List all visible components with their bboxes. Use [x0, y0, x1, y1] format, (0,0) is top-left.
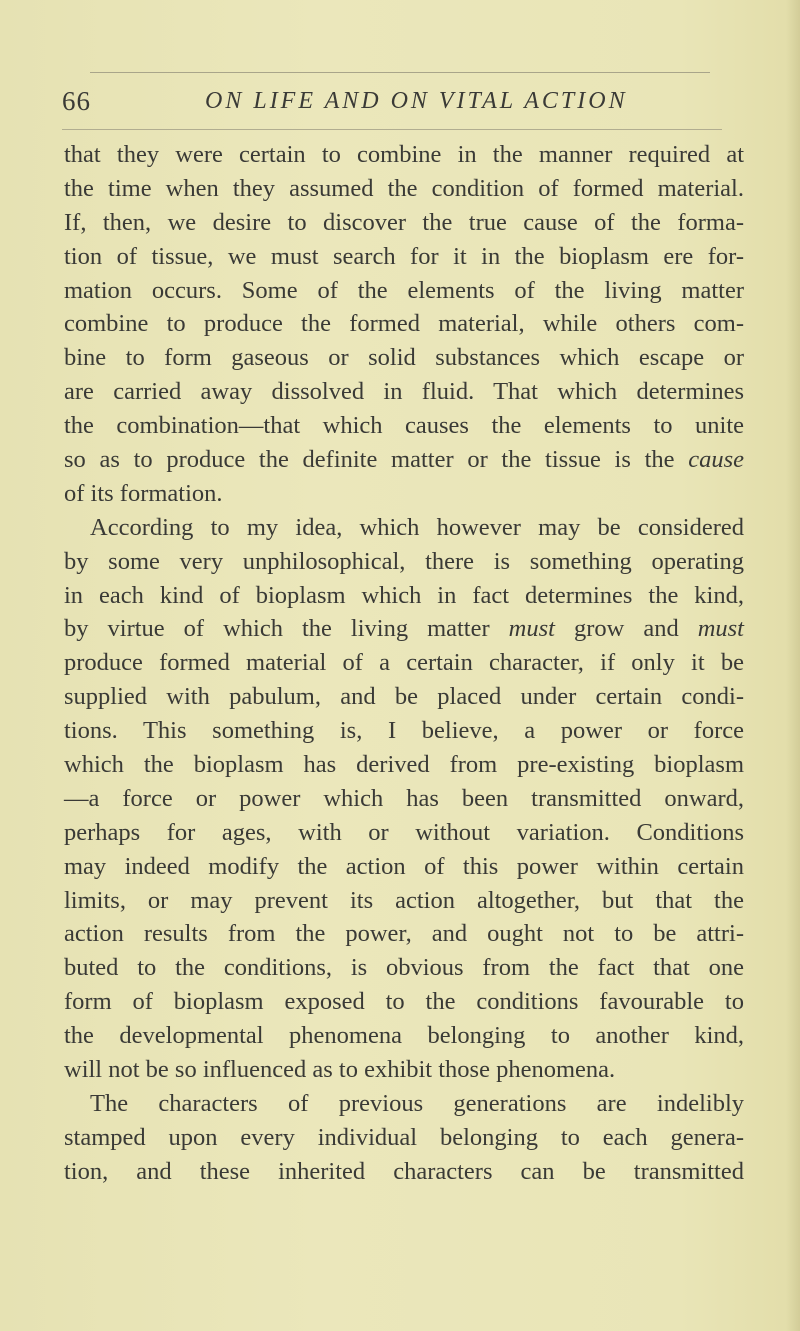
- text-run: that they were certain to combine in the manner required at: [64, 141, 744, 168]
- top-rule: [90, 72, 710, 73]
- text-run: bine to form gaseous or solid substances which escape or: [64, 344, 744, 372]
- text-line: [64, 1087, 744, 1121]
- italic-word: cause: [688, 446, 744, 474]
- text-run: of its formation.: [64, 479, 223, 507]
- text-line: [64, 138, 744, 172]
- text-run: tions. This something is, I believe, a power or force: [64, 717, 744, 745]
- running-head: ON LIFE AND ON VITAL ACTION: [205, 88, 628, 114]
- text-run: produce formed material of a certain character, if only it be: [64, 649, 744, 677]
- text-line: [64, 985, 744, 1019]
- text-line: [64, 816, 744, 850]
- text-line: [64, 443, 744, 477]
- body-text: [64, 138, 744, 1189]
- text-run: buted to the conditions, is obvious from the fact that one: [64, 954, 744, 982]
- text-line: [64, 274, 744, 308]
- text-line: [64, 951, 744, 985]
- text-run: by some very unphilosophical, there is something operating: [64, 547, 744, 575]
- header-rule: [62, 129, 722, 130]
- text-run: form of bioplasm exposed to the conditions favourable to: [64, 988, 744, 1016]
- text-run: supplied with pabulum, and be placed under certain condi-: [64, 683, 744, 711]
- text-line: [64, 884, 744, 918]
- text-run: perhaps for ages, with or without variation. Conditions: [64, 818, 744, 846]
- text-run: the combination—that which causes the elements to unite: [64, 412, 744, 440]
- text-line: [64, 1155, 744, 1189]
- text-line: [64, 917, 744, 951]
- text-run: in each kind of bioplasm which in fact determines the kind,: [64, 581, 744, 609]
- text-run: grow and: [554, 615, 698, 643]
- italic-word: must: [508, 615, 555, 643]
- text-line: [64, 240, 744, 274]
- text-line: [64, 409, 744, 443]
- page-edge-shadow: [786, 0, 800, 1331]
- text-run: the time when they assumed the condition of formed material.: [64, 174, 744, 202]
- text-run: action results from the power, and ought not to be attri-: [64, 920, 744, 948]
- text-line: [64, 1053, 744, 1087]
- text-line: [64, 545, 744, 579]
- text-run: stamped upon every individual belonging to each genera-: [64, 1123, 744, 1151]
- text-run: are carried away dissolved in fluid. That which determines: [64, 378, 744, 406]
- text-line: [64, 172, 744, 206]
- text-line: [64, 511, 744, 545]
- text-line: [64, 579, 744, 613]
- text-line: [64, 307, 744, 341]
- text-line: [64, 680, 744, 714]
- text-line: [64, 612, 744, 646]
- text-line: [64, 477, 744, 511]
- text-line: [64, 375, 744, 409]
- text-run: will not be so influenced as to exhibit those phenomena.: [64, 1056, 616, 1084]
- text-run: by virtue of which the living matter: [64, 615, 509, 643]
- text-line: [64, 782, 744, 816]
- text-line: [64, 1121, 744, 1155]
- text-run: combine to produce the formed material, while others com-: [64, 310, 744, 338]
- page-number: 66: [62, 86, 91, 116]
- text-line: [64, 1019, 744, 1053]
- italic-word: must: [697, 615, 744, 643]
- text-run: If, then, we desire to discover the true cause of the forma-: [64, 208, 744, 236]
- text-run: may indeed modify the action of this power within certain: [64, 852, 744, 880]
- text-line: [64, 850, 744, 884]
- text-run: mation occurs. Some of the elements of the living matter: [64, 276, 744, 304]
- text-line: [64, 341, 744, 375]
- text-run: which the bioplasm has derived from pre-existing bioplasm: [64, 751, 744, 779]
- text-line: [64, 748, 744, 782]
- text-run: so as to produce the definite matter or the tissue is the: [64, 446, 689, 474]
- text-line: [64, 206, 744, 240]
- text-line: [64, 714, 744, 748]
- text-run: —a force or power which has been transmitted onward,: [64, 784, 744, 812]
- text-run: the developmental phenomena belonging to another kind,: [64, 1022, 744, 1050]
- text-run: limits, or may prevent its action altogether, but that the: [64, 886, 744, 914]
- text-line: [64, 646, 744, 680]
- text-run: tion, and these inherited characters can be transmitted: [64, 1157, 744, 1185]
- text-run: According to my idea, which however may be considered: [90, 513, 744, 541]
- text-run: The characters of previous generations are indelibly: [90, 1089, 744, 1117]
- text-run: tion of tissue, we must search for it in the bioplasm ere for-: [64, 242, 744, 270]
